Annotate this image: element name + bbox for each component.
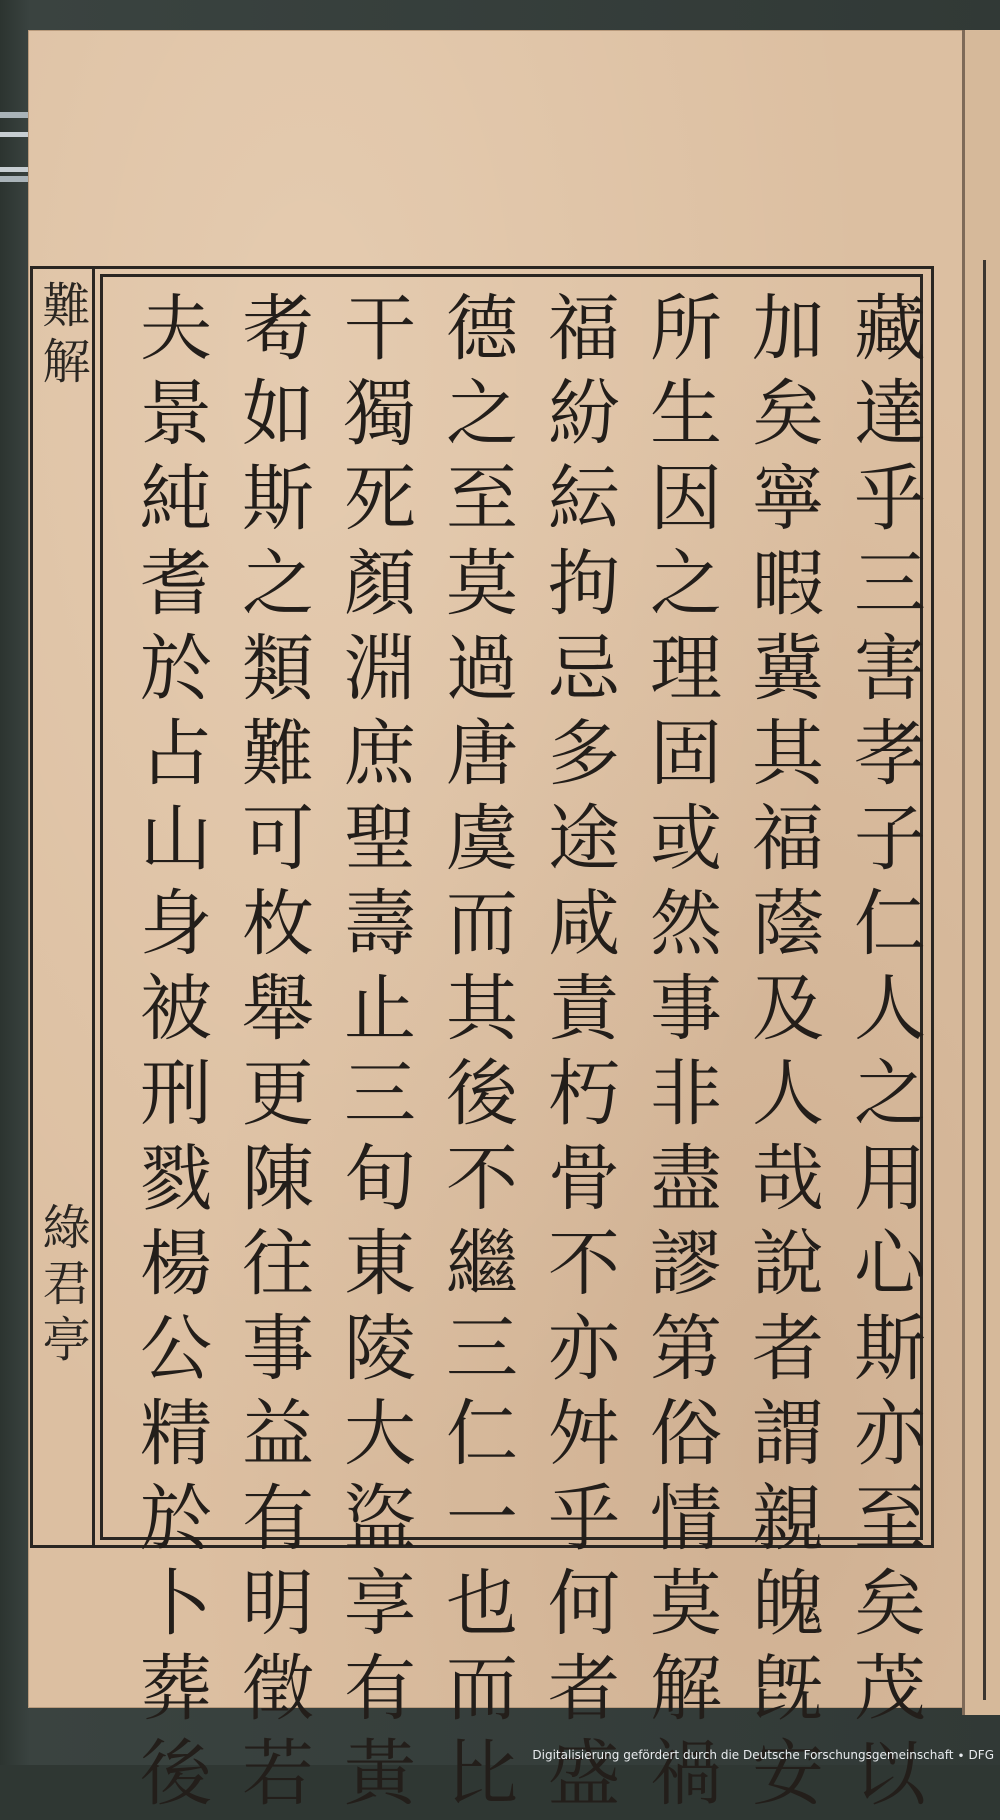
text-column-2: 加矣寧暇冀其福蔭及人哉說者謂親魄旣安	[740, 290, 824, 1820]
text-column-8: 夫景純耆於占山身被刑戮楊公精於卜葬後	[128, 290, 212, 1820]
digitization-credit: Digitalisierung gefördert durch die Deutsche Forschungsgemeinschaft ∙ DFG	[532, 1748, 994, 1762]
text-column-1: 藏達乎三害孝子仁人之用心斯亦至矣茂以	[842, 290, 926, 1820]
adjacent-page-edge	[962, 30, 1000, 1715]
adjacent-page-rule	[983, 260, 986, 1700]
side-title: 難解	[34, 280, 90, 392]
text-column-5: 德之至莫過唐虞而其後不繼三仁一也而比	[434, 290, 518, 1820]
margin-rule	[92, 266, 95, 1548]
text-column-6: 干獨死顏淵庶聖壽止三旬東陵大盜享有黃	[332, 290, 416, 1820]
text-column-7: 耇如斯之類難可枚舉更陳往事益有明徵若	[230, 290, 314, 1820]
text-column-4: 福紛紜拘忌多途咸責朽骨不亦舛乎何者盛	[536, 290, 620, 1820]
side-label: 綠君亭	[34, 1202, 90, 1370]
text-column-3: 所生因之理固或然事非盡謬第俗情莫解禍	[638, 290, 722, 1820]
